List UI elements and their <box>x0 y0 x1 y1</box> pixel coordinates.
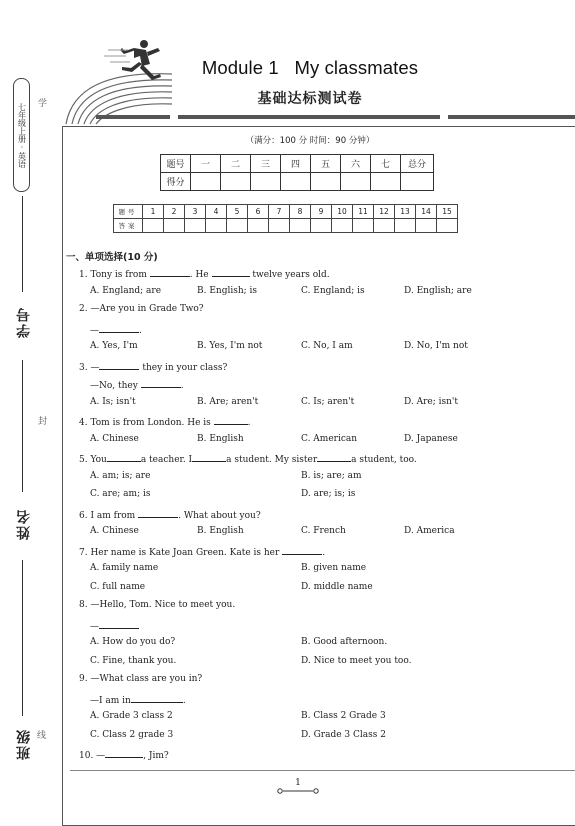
answer-cell[interactable] <box>185 219 206 233</box>
q7-option-a[interactable]: A. family name <box>90 563 159 573</box>
q3-end: they in your class? <box>142 363 228 373</box>
score-header: 六 <box>341 155 371 173</box>
q2-reply: — . <box>90 323 142 336</box>
answer-number: 8 <box>290 205 311 219</box>
book-tag: 七年级上册·英语 <box>13 78 30 192</box>
q3-stem: 3. — <box>79 363 100 373</box>
answer-cell[interactable] <box>395 219 416 233</box>
answer-number: 15 <box>437 205 458 219</box>
score-cell[interactable] <box>251 173 281 191</box>
section-heading: 一、单项选择(10 分) <box>66 252 158 263</box>
q9-reply-text: —I am in <box>90 696 131 706</box>
answer-number: 13 <box>395 205 416 219</box>
q6-option-b[interactable]: B. English <box>197 526 244 536</box>
q3-option-b[interactable]: B. Are; aren't <box>197 397 259 407</box>
seal-char: 封 <box>38 417 48 427</box>
answer-number: 12 <box>374 205 395 219</box>
line-char: 线 <box>37 731 47 741</box>
q8-option-d[interactable]: D. Nice to meet you too. <box>301 656 412 666</box>
answer-cell[interactable] <box>311 219 332 233</box>
q6-stem: 6. I am from <box>79 511 136 521</box>
q9-option-a[interactable]: A. Grade 3 class 2 <box>90 711 173 721</box>
answer-cell[interactable] <box>248 219 269 233</box>
q2-reply-dash: — <box>90 326 99 336</box>
score-row-label: 得分 <box>161 173 191 191</box>
q5-stem: 5. You <box>79 455 107 465</box>
q6-option-d[interactable]: D. America <box>404 526 455 536</box>
score-header: 三 <box>251 155 281 173</box>
answer-cell[interactable] <box>374 219 395 233</box>
q6-option-c[interactable]: C. French <box>301 526 346 536</box>
name-line <box>22 360 23 492</box>
question-7: 7. Her name is Kate Joan Green. Kate is her . <box>79 545 325 558</box>
q2-option-c[interactable]: C. No, I am <box>301 341 353 351</box>
score-cell[interactable] <box>221 173 251 191</box>
q5-p2: a teacher. I <box>140 455 193 465</box>
q8-blank[interactable] <box>99 619 139 629</box>
footer-rule <box>70 770 575 771</box>
q1-mid: . He <box>189 270 209 280</box>
q1-blank-2[interactable] <box>212 267 250 277</box>
answer-number: 9 <box>311 205 332 219</box>
q3-option-a[interactable]: A. Is; isn't <box>90 397 136 407</box>
q4-stem: 4. Tom is from London. He is <box>79 418 211 428</box>
answer-number: 10 <box>332 205 353 219</box>
score-time-info: （满分：100 分 时间：90 分钟） <box>245 136 375 146</box>
answer-cell[interactable] <box>206 219 227 233</box>
q5-blank-1[interactable] <box>107 452 141 462</box>
answer-number: 2 <box>164 205 185 219</box>
q9-option-b[interactable]: B. Class 2 Grade 3 <box>301 711 386 721</box>
question-2: 2. —Are you in Grade Two? <box>79 304 204 314</box>
question-8: 8. —Hello, Tom. Nice to meet you. <box>79 600 236 610</box>
page-title: Module 1 My classmates <box>201 57 419 78</box>
q5-p4: a student, too. <box>351 455 417 465</box>
runner-logo <box>62 36 174 126</box>
q1-stem: 1. Tony is from <box>79 270 147 280</box>
header-rule-left <box>96 115 170 119</box>
q1-option-b[interactable]: B. English; is <box>197 286 258 296</box>
answer-cell[interactable] <box>416 219 437 233</box>
q9-blank[interactable] <box>131 693 183 703</box>
margin-char-top: 学 <box>38 99 48 109</box>
q2-blank[interactable] <box>99 323 139 333</box>
score-cell[interactable] <box>341 173 371 191</box>
answer-number: 4 <box>206 205 227 219</box>
answer-number: 11 <box>353 205 374 219</box>
answer-number: 14 <box>416 205 437 219</box>
q10-end: , Jim? <box>143 751 169 761</box>
q3-reply: —No, they . <box>90 378 184 391</box>
answer-number: 3 <box>185 205 206 219</box>
question-4: 4. Tom is from London. He is . <box>79 415 251 428</box>
q1-blank-1[interactable] <box>150 267 190 277</box>
class-label: 班级 <box>16 728 32 760</box>
score-header: 二 <box>221 155 251 173</box>
q4-option-b[interactable]: B. English <box>197 434 244 444</box>
page-subtitle: 基础达标测试卷 <box>257 91 363 107</box>
question-6 <box>79 508 261 521</box>
q5-option-d[interactable]: D. are; is; is <box>301 489 356 499</box>
q9-reply: —I am in . <box>90 693 186 706</box>
q9-option-c[interactable]: C. Class 2 grade 3 <box>90 730 174 740</box>
question-3 <box>79 360 227 373</box>
answer-number: 1 <box>143 205 164 219</box>
q3-blank-2[interactable] <box>141 378 181 388</box>
q5-blank-2[interactable] <box>192 452 226 462</box>
q10-stem: 10. — <box>79 751 106 761</box>
answer-cell[interactable] <box>143 219 164 233</box>
q7-blank[interactable] <box>282 545 322 555</box>
question-10 <box>79 748 169 761</box>
q1-option-c[interactable]: C. England; is <box>301 286 365 296</box>
q4-blank[interactable] <box>214 415 248 425</box>
answer-row-label: 题号 <box>114 205 143 219</box>
score-header: 四 <box>281 155 311 173</box>
q5-blank-3[interactable] <box>317 452 351 462</box>
q6-blank[interactable] <box>138 508 178 518</box>
q7-option-d[interactable]: D. middle name <box>301 582 373 592</box>
score-cell[interactable] <box>281 173 311 191</box>
score-table <box>160 154 434 191</box>
question-9: 9. —What class are you in? <box>79 674 203 684</box>
q8-reply <box>90 619 139 632</box>
question-1 <box>79 267 330 280</box>
q8-option-a[interactable]: A. How do you do? <box>90 637 176 647</box>
answer-number: 6 <box>248 205 269 219</box>
class-line <box>22 560 23 716</box>
answer-number: 7 <box>269 205 290 219</box>
score-header: 五 <box>311 155 341 173</box>
q2-option-b[interactable]: B. Yes, I'm not <box>197 341 263 351</box>
q6-end: . What about you? <box>178 511 261 521</box>
q1-end: twelve years old. <box>252 270 330 280</box>
answer-cell[interactable] <box>353 219 374 233</box>
q4-option-d[interactable]: D. Japanese <box>404 434 458 444</box>
answer-cell[interactable] <box>164 219 185 233</box>
student-no-label: 学号 <box>16 306 32 338</box>
answer-number: 5 <box>227 205 248 219</box>
q1-option-d[interactable]: D. English; are <box>404 286 472 296</box>
q8-option-c[interactable]: C. Fine, thank you. <box>90 656 177 666</box>
q6-option-a[interactable]: A. Chinese <box>90 526 139 536</box>
q5-option-b[interactable]: B. is; are; am <box>301 471 362 481</box>
q1-option-a[interactable]: A. England; are <box>90 286 162 296</box>
q10-blank[interactable] <box>105 748 143 758</box>
score-cell[interactable] <box>371 173 401 191</box>
score-cell[interactable] <box>191 173 221 191</box>
score-header: 七 <box>371 155 401 173</box>
score-header: 一 <box>191 155 221 173</box>
q3-reply-text: —No, they <box>90 381 138 391</box>
answer-cell[interactable] <box>437 219 458 233</box>
q4-option-a[interactable]: A. Chinese <box>90 434 139 444</box>
score-header: 题号 <box>161 155 191 173</box>
q3-option-c[interactable]: C. Is; aren't <box>301 397 355 407</box>
score-header: 总分 <box>401 155 434 173</box>
page-number-ornament <box>276 788 320 794</box>
name-label: 姓名 <box>16 508 32 540</box>
header-rule-middle <box>178 115 440 119</box>
score-cell[interactable] <box>401 173 434 191</box>
q5-option-a[interactable]: A. am; is; are <box>90 471 151 481</box>
q3-option-d[interactable]: D. Are; isn't <box>404 397 459 407</box>
answer-cell[interactable] <box>227 219 248 233</box>
q9-option-d[interactable]: D. Grade 3 Class 2 <box>301 730 386 740</box>
q7-option-c[interactable]: C. full name <box>90 582 146 592</box>
q4-option-c[interactable]: C. American <box>301 434 358 444</box>
answer-table <box>113 204 458 233</box>
q2-option-d[interactable]: D. No, I'm not <box>404 341 468 351</box>
header-rule-right <box>448 115 575 119</box>
student-no-line <box>22 196 23 292</box>
q8-option-b[interactable]: B. Good afternoon. <box>301 637 388 647</box>
answer-cell[interactable] <box>290 219 311 233</box>
q7-option-b[interactable]: B. given name <box>301 563 367 573</box>
q5-p3: a student. My sister <box>226 455 318 465</box>
page-number: 1 <box>295 778 301 788</box>
answer-row-label: 答案 <box>114 219 143 233</box>
answer-cell[interactable] <box>269 219 290 233</box>
q7-stem: 7. Her name is Kate Joan Green. Kate is her <box>79 548 280 558</box>
question-5 <box>79 452 417 465</box>
q8-reply-dash: — <box>90 622 99 632</box>
answer-cell[interactable] <box>332 219 353 233</box>
q3-blank-1[interactable] <box>99 360 139 370</box>
q2-option-a[interactable]: A. Yes, I'm <box>90 341 138 351</box>
q5-option-c[interactable]: C. are; am; is <box>90 489 151 499</box>
score-cell[interactable] <box>311 173 341 191</box>
